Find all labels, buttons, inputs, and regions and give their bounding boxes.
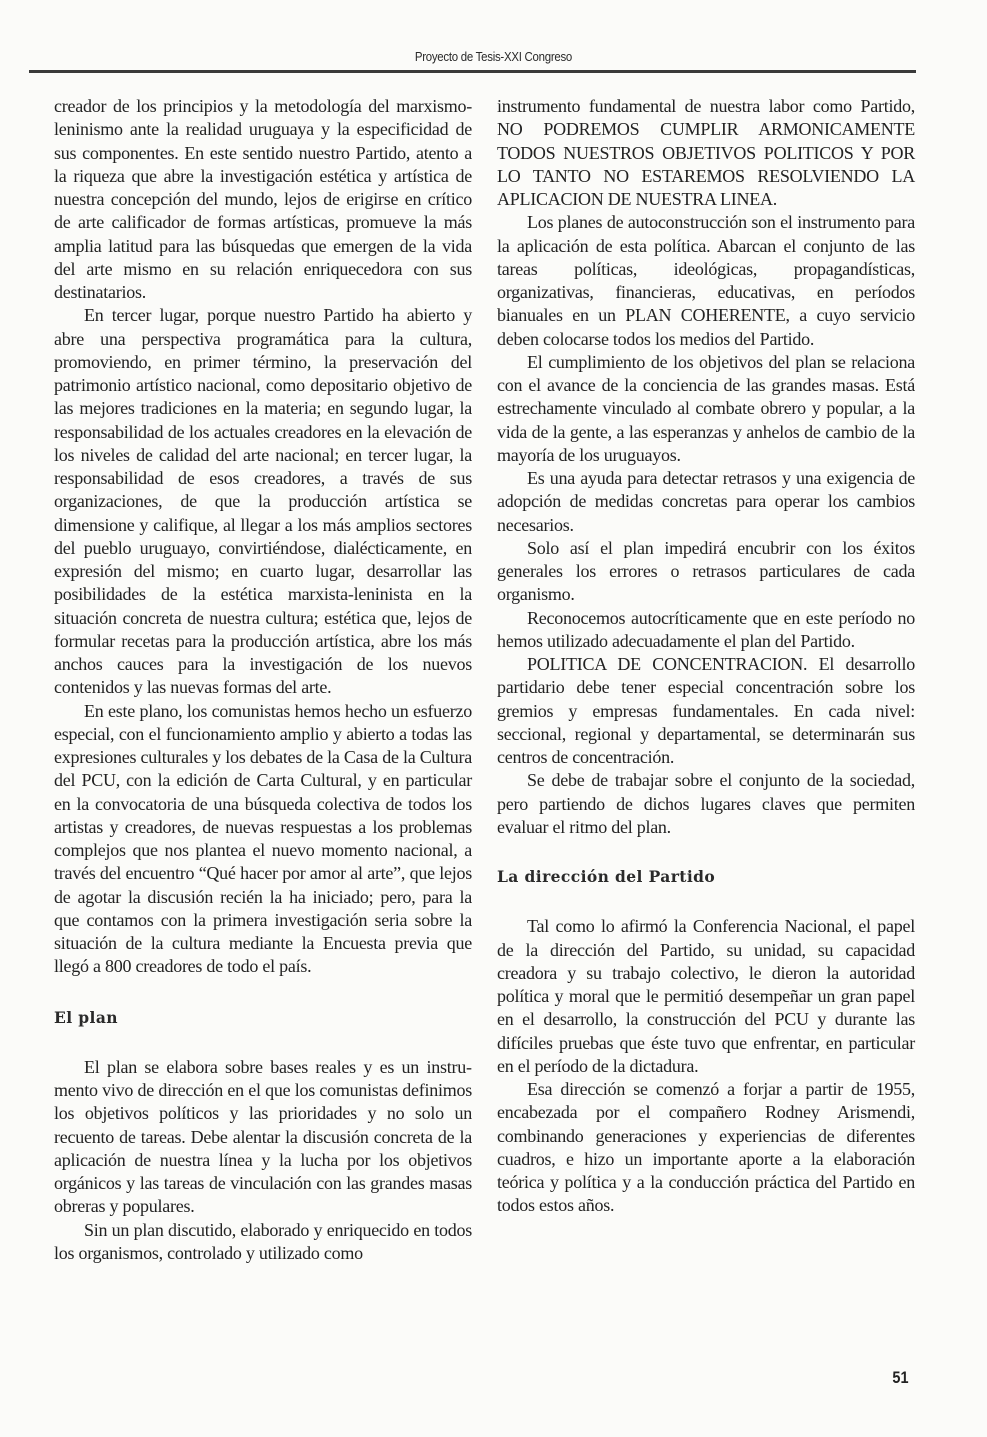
body-paragraph: Es una ayuda para detectar retrasos y una exigencia de adopción de medidas concretas para operar los cambios necesarios. <box>497 468 915 535</box>
body-paragraph: Se debe de trabajar sobre el conjunto de la sociedad, pero partiendo de dichos lugares claves que permiten evaluar el ritmo del plan. <box>497 770 915 837</box>
body-paragraph: instrumento fundamental de nuestra labor como Partido, NO PODREMOS CUMPLIR ARMONICAMENTE TODOS NUESTROS OBJETIVOS POLITICOS Y POR LO TANTO NO ESTAREMOS RESOLVIENDO LA APLICACION DE NUESTRA LINEA. <box>497 96 915 209</box>
body-paragraph: Los planes de autoconstrucción son el instrumento para la aplicación de esta política. Abarcan el conjunto de las tareas políticas, ideológicas, propagandísticas, organizativas, financieras, educativas, en períodos bianuales en un PLAN COHERENTE, a cuyo servicio deben colocarse todos los medios del Partido. <box>497 212 915 349</box>
body-paragraph: Reconocemos autocríticamente que en este período no hemos utilizado adecuadamente el plan del Partido. <box>497 607 915 651</box>
body-paragraph: En este plano, los comunistas hemos hecho un esfuerzo especial, con el funcionamiento amplio y abierto a todas las expresiones culturales y los debates de la Casa de la Cultura del PCU, con la edición de Carta Cultural, y en particular en la convocatoria de una búsqueda colectiva de todos los artistas y creadores, de nuevas respuestas a los problemas complejos que nos plantea el nuevo momento nacional, a través del encuentro “Qué hacer por amor al arte”, que lejos de agotar la discusión recién la ha iniciado; pero, para la que contamos con la primera investigación seria sobre la situación de la cultura mediante la Encuesta previa que llegó a 800 creadores de todo el país. <box>54 700 472 977</box>
body-paragraph: Solo así el plan impedirá encubrir con los éxitos generales los errores o retrasos particulares de cada organismo. <box>497 537 915 605</box>
left-text-column <box>54 95 472 1265</box>
section-heading-el-plan: El plan <box>54 1007 118 1027</box>
body-paragraph: Tal como lo afirmó la Conferencia Nacional, el papel de la dirección del Partido, su unidad, su capacidad creadora y su trabajo colectivo, le dieron la autoridad política y moral que le permitió desempeñar un gran papel en el desarrollo, la construcción del PCU y durante las difíciles pruebas que éste tuvo que enfrentar, en particular en el período de la dictadura. <box>497 916 915 1076</box>
body-paragraph: En tercer lugar, porque nuestro Partido ha abierto y abre una perspectiva programática para la cultura, promoviendo, en primer término, la preservación del patrimonio artístico nacional, como depositario objetivo de las mejores tradiciones en la materia; en segundo lugar, la responsabilidad de los actuales creadores en la elevación de los niveles de calidad del arte nacional; en tercer lugar, la responsabilidad de esos creadores, a través de sus organizaciones, de que la producción artística se dimensione y califique, al llegar a los más amplios sectores del pueblo uruguayo, convirtiéndose, dialécticamente, en expresión del mismo; en cuarto lugar, desarrollar las posibilidades de la estética marxista-leninista en la situación concreta de nuestra cultura; estética que, lejos de formular recetas para la producción artística, abre los más anchos cauces para la investigación de los nuevos contenidos y las nuevas formas del arte. <box>54 305 472 698</box>
page-number: 51 <box>892 1368 909 1387</box>
header-rule-divider <box>29 70 916 73</box>
body-paragraph: Sin un plan discutido, elaborado y enriquecido en todos los organismos, controlado y utilizado como <box>54 1219 472 1263</box>
body-paragraph: El plan se elabora sobre bases reales y es un instrumento vivo de dirección en el que los comunistas definimos los objetivos políticos y las prioridades y no solo un recuento de tareas. Debe alentar la discusión concreta de la aplicación de nuestra línea y la lucha por los objetivos orgánicos y las tareas de vinculación con las grandes masas obreras y populares. <box>54 1056 472 1217</box>
right-text-column <box>497 95 915 1218</box>
running-header-title: Proyecto de Tesis-XXI Congreso <box>414 49 573 64</box>
body-paragraph: El cumplimiento de los objetivos del plan se relaciona con el avance de la conciencia de las grandes masas. Está estrechamente vinculado al combate obrero y popular, a la vida de la gente, a las esperanzas y anhelos de cambio de la mayoría de los uruguayos. <box>497 351 915 465</box>
body-paragraph: POLITICA DE CONCENTRACION. El desarrollo partidario debe tener especial concentración sobre los gremios y empresas fundamentales. En cada nivel: seccional, regional y departamental, se determinarán sus centros de concentración. <box>497 654 915 767</box>
body-paragraph: Esa dirección se comenzó a forjar a partir de 1955, encabezada por el compañero Rodney Arismendi, combinando generaciones y experiencias de diferentes cuadros, e hizo un importante aporte a la elaboración teórica y política y a la conducción práctica del Partido en todos estos años. <box>497 1079 915 1216</box>
section-heading-direccion-partido: La dirección del Partido <box>497 867 716 886</box>
body-paragraph: creador de los principios y la metodología del marxismo-leninismo ante la realidad uruguaya y la especificidad de sus componentes. En este sentido nuestro Partido, atento a la riqueza que abre la investigación estética y artística de nuestra concepción del mundo, lejos de erigirse en crítico de arte calificador de formas artísticas, promueve la más amplia latitud para las búsquedas que emergen de la vida del arte mismo en su relación enriquecedora con sus destinatarios. <box>54 96 472 302</box>
